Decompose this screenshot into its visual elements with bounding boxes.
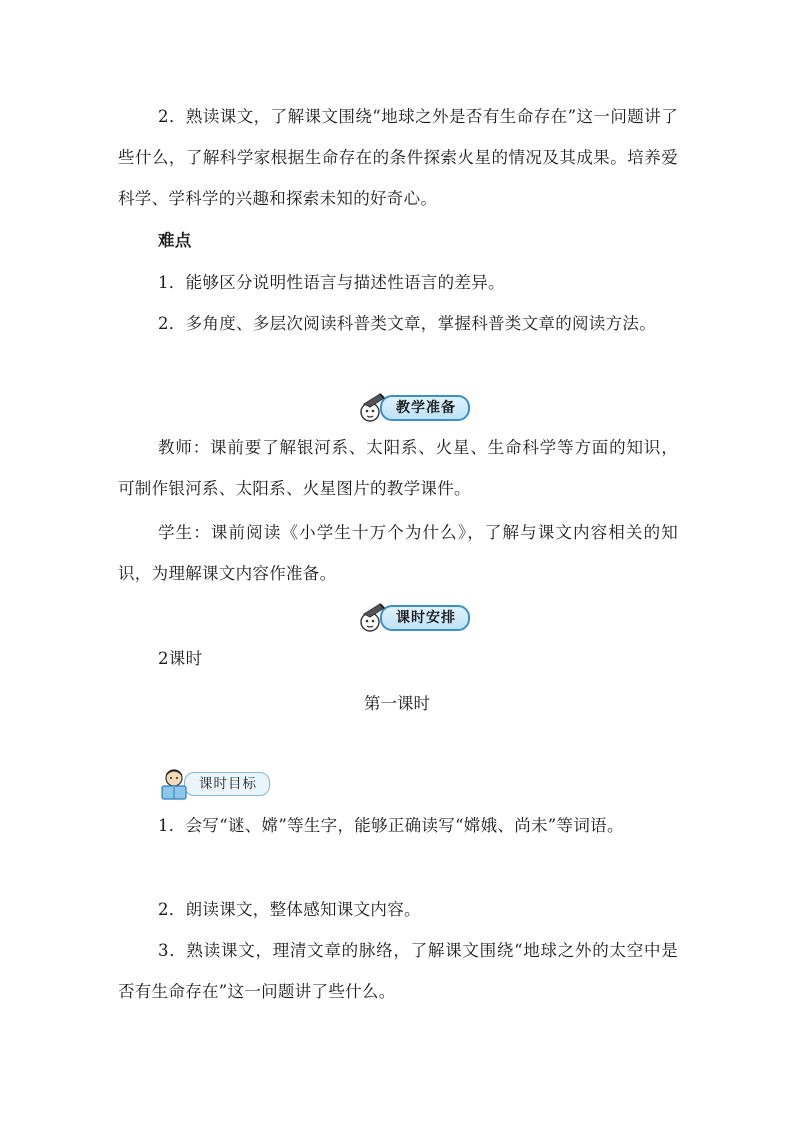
teacher-prep-paragraph: 教师：课前要了解银河系、太阳系、火星、生命科学等方面的知识，可制作银河系、太阳系、火星图片的教学课件。 (118, 438, 678, 498)
objective-paragraph-2: 2．熟读课文，了解课文围绕“地球之外是否有生命存在”这一问题讲了些什么，了解科学家根据生命存在的条件探索火星的情况及其成果。培养爱科学、学科学的兴趣和探索未知的好奇心。 (118, 107, 678, 208)
difficulty-item-1: 1．能够区分说明性语言与描述性语言的差异。 (158, 273, 505, 292)
teaching-prep-label: 教学准备 (380, 395, 470, 421)
schedule-text: 2课时 (158, 649, 203, 668)
difficulty-heading: 难点 (158, 231, 192, 250)
goal-item-1: 1．会写“谜、嫦”等生字，能够正确读写“嫦娥、尚未”等词语。 (158, 816, 624, 835)
schedule-badge (356, 602, 470, 634)
goal-item-3: 3．熟读课文，理清文章的脉络，了解课文围绕“地球之外的太空中是否有生命存在”这一问题讲了些什么。 (118, 941, 678, 1001)
pencil-mascot-icon (356, 392, 388, 424)
student-prep-paragraph: 学生：课前阅读《小学生十万个为什么》，了解与课文内容相关的知识，为理解课文内容作准备。 (118, 523, 678, 583)
lesson-goals-label: 课时目标 (184, 772, 270, 796)
lesson-goals-badge (156, 766, 270, 802)
student-reading-icon (156, 766, 192, 802)
lesson-title: 第一课时 (364, 694, 430, 713)
goal-item-2: 2．朗读课文，整体感知课文内容。 (158, 900, 421, 919)
difficulty-item-2: 2．多角度、多层次阅读科普类文章，掌握科普类文章的阅读方法。 (158, 314, 656, 333)
teaching-prep-badge (356, 392, 470, 424)
pencil-mascot-icon (356, 602, 388, 634)
schedule-label: 课时安排 (380, 605, 470, 631)
